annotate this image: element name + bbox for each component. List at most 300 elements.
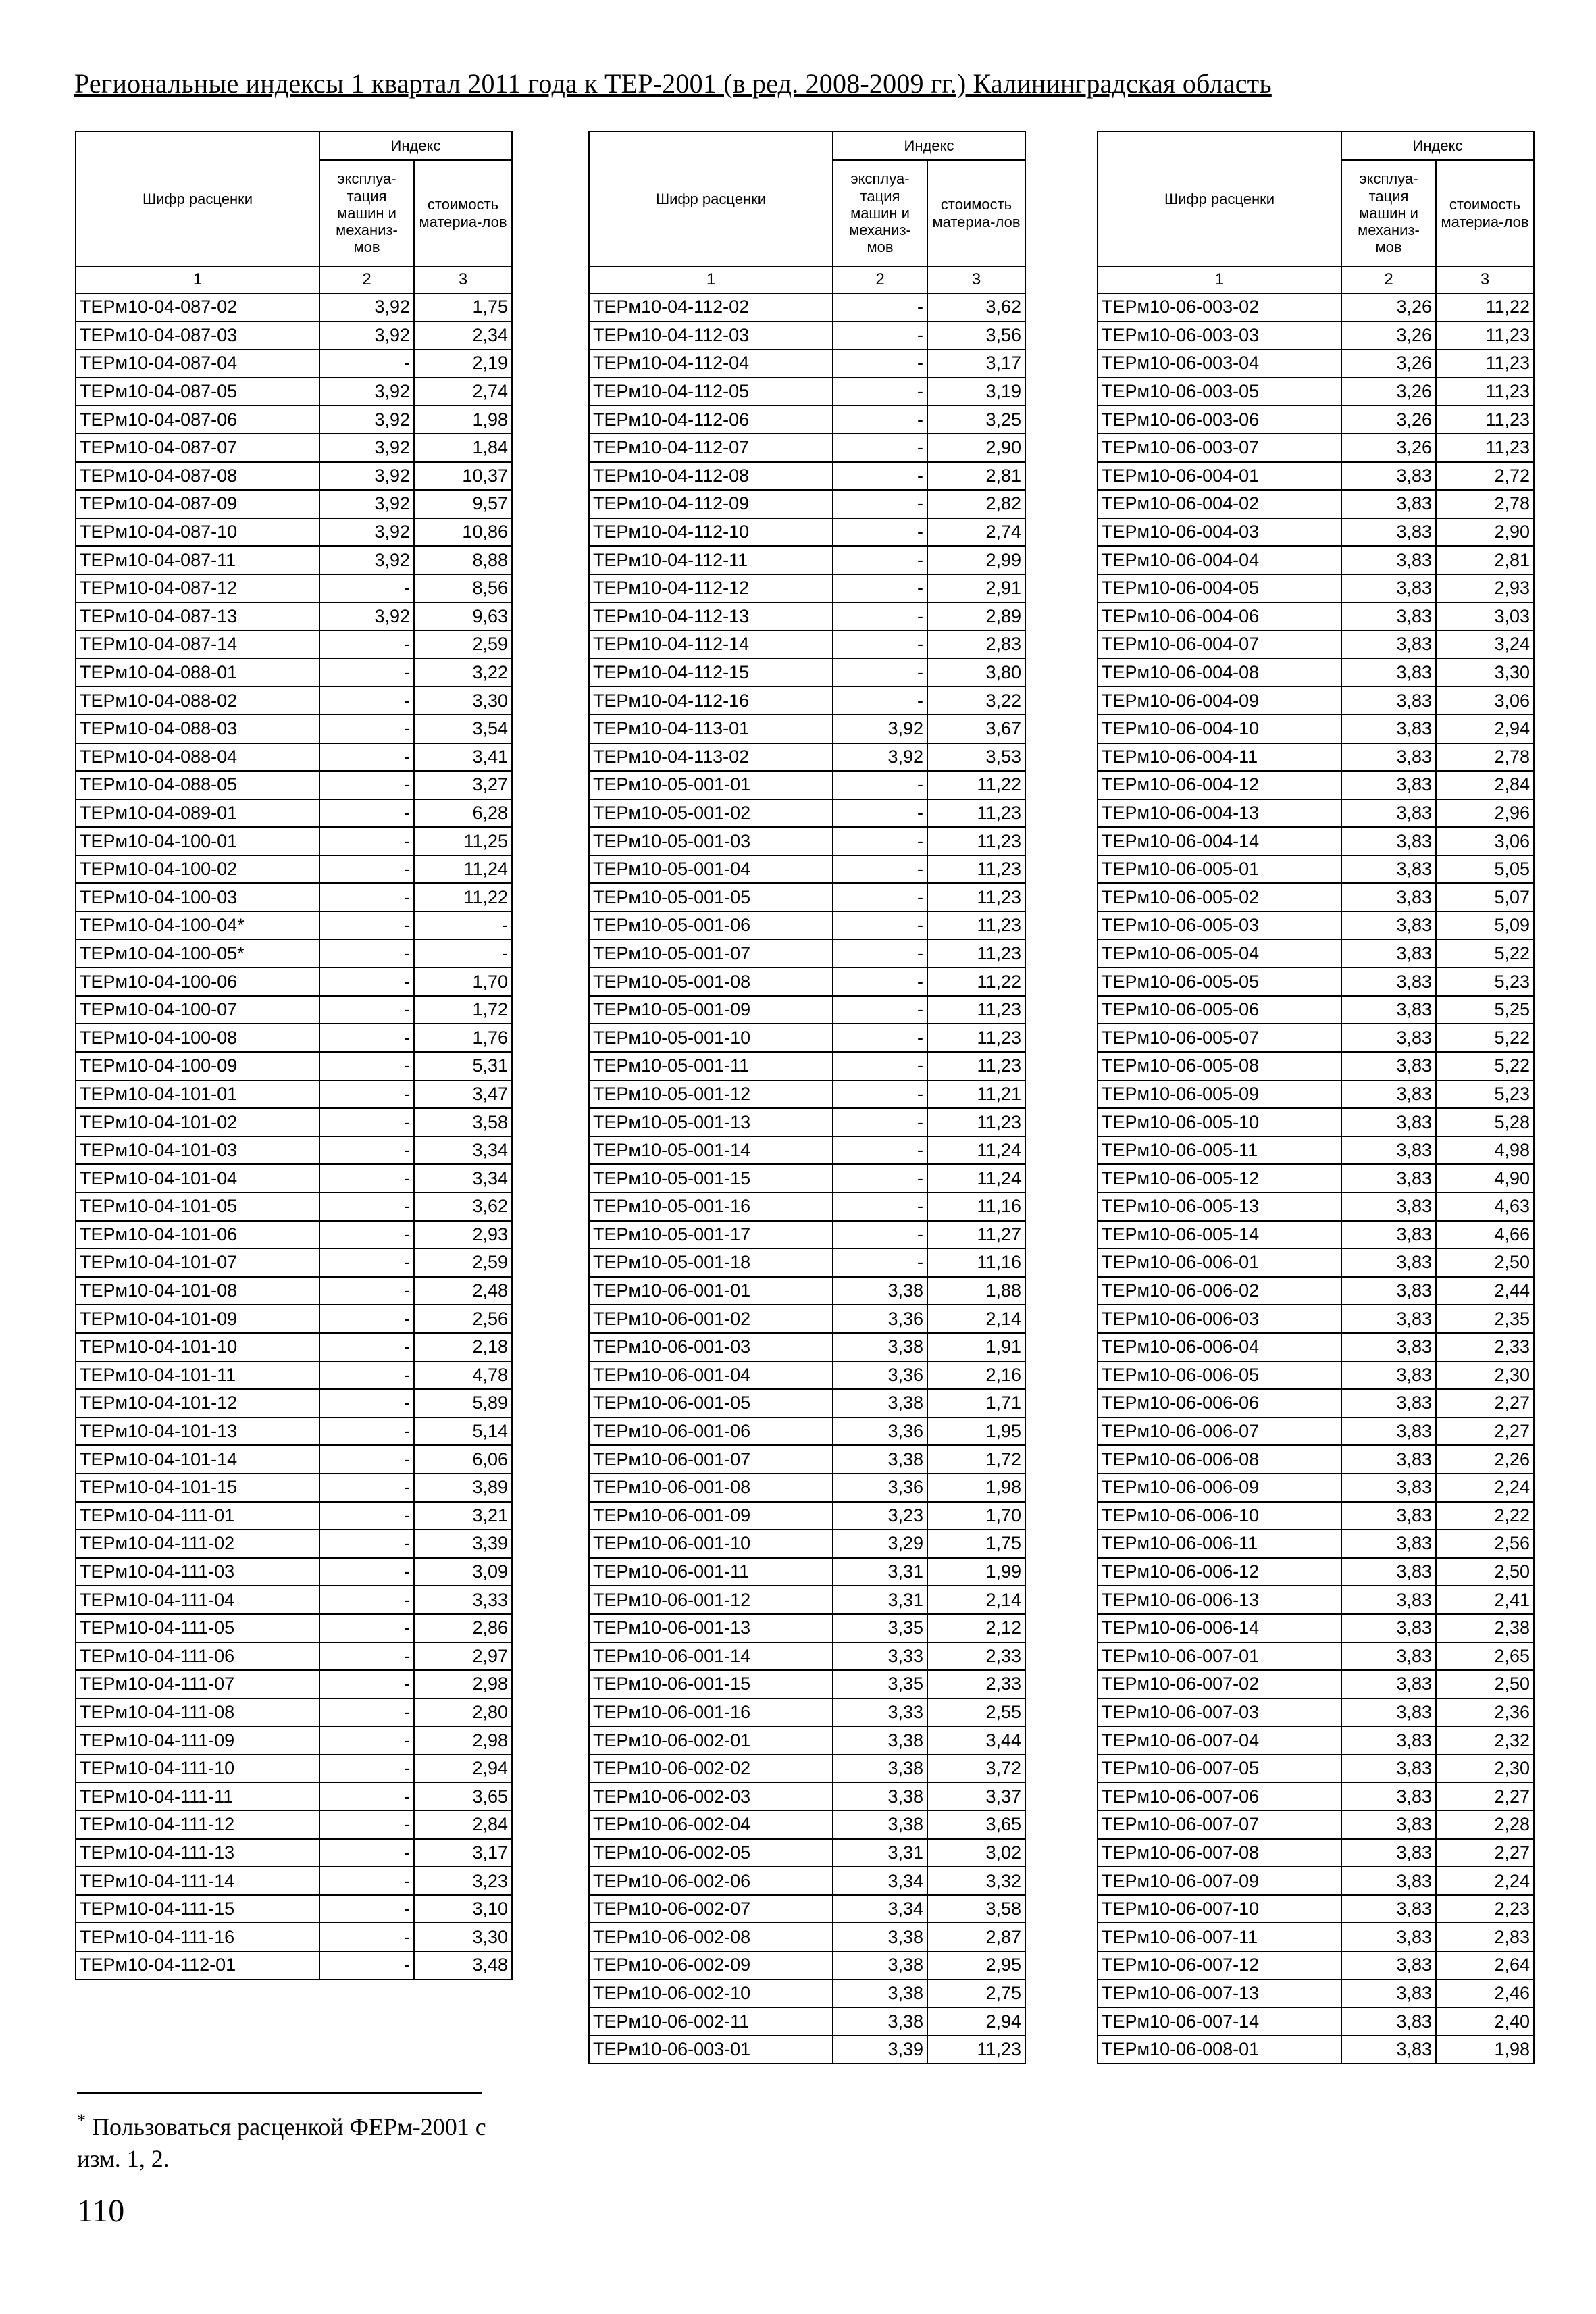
materials-index-cell: 2,84 (414, 1811, 512, 1839)
machines-index-cell: 3,38 (833, 1277, 927, 1305)
table-row (589, 1839, 1025, 1867)
machines-index-cell: - (319, 686, 414, 715)
rate-code-cell: ТЕРм10-04-101-14 (76, 1445, 319, 1474)
materials-index-cell: 3,09 (414, 1558, 512, 1586)
rate-code-cell: ТЕРм10-05-001-07 (589, 940, 833, 968)
machines-index-cell: 3,83 (1341, 490, 1436, 518)
rate-code-cell: ТЕРм10-06-006-06 (1098, 1389, 1341, 1417)
code-column-header: Шифр расценки (76, 132, 319, 266)
machines-index-cell: - (319, 743, 414, 772)
rate-code-cell: ТЕРм10-06-003-04 (1098, 349, 1341, 378)
table-row (76, 659, 512, 687)
machines-index-cell: 3,83 (1341, 827, 1436, 855)
footnote-text: Пользоваться расценкой ФЕРм-2001 с изм. 1, 2. (77, 2113, 486, 2172)
rate-code-cell: ТЕРм10-06-005-06 (1098, 996, 1341, 1024)
table-row (1098, 322, 1534, 350)
table-row (76, 1024, 512, 1052)
table-row (76, 1052, 512, 1080)
materials-index-cell: 2,14 (927, 1586, 1025, 1614)
code-column-header: Шифр расценки (589, 132, 833, 266)
rate-code-cell: ТЕРм10-06-006-10 (1098, 1502, 1341, 1530)
table-row (589, 1614, 1025, 1642)
rate-code-cell: ТЕРм10-06-001-12 (589, 1586, 833, 1614)
materials-index-cell: 2,74 (927, 518, 1025, 547)
materials-index-cell: 1,76 (414, 1024, 512, 1052)
table-row (1098, 349, 1534, 378)
table-row (76, 1811, 512, 1839)
rate-code-cell: ТЕРм10-04-100-02 (76, 855, 319, 884)
machines-index-cell: 3,39 (833, 2036, 927, 2064)
table-row (1098, 434, 1534, 462)
materials-index-cell: 1,95 (927, 1417, 1025, 1446)
table-row (589, 293, 1025, 322)
rate-code-cell: ТЕРм10-06-006-09 (1098, 1474, 1341, 1502)
materials-index-cell: 2,50 (1436, 1670, 1534, 1699)
machines-index-cell: 3,38 (833, 1389, 927, 1417)
rate-code-cell: ТЕРм10-04-087-13 (76, 603, 319, 631)
table-row (76, 322, 512, 350)
machines-index-cell: - (319, 659, 414, 687)
materials-index-cell: 2,40 (1436, 2007, 1534, 2036)
materials-index-cell: 3,56 (927, 322, 1025, 350)
machines-index-cell: 3,83 (1341, 1670, 1436, 1699)
machines-index-cell: 3,38 (833, 1980, 927, 2008)
machines-index-cell: 3,26 (1341, 434, 1436, 462)
index-group-header: Индекс (319, 132, 512, 160)
rate-code-cell: ТЕРм10-06-004-08 (1098, 659, 1341, 687)
rate-code-cell: ТЕРм10-04-112-16 (589, 686, 833, 715)
rate-code-cell: ТЕРм10-05-001-01 (589, 771, 833, 799)
rate-code-cell: ТЕРм10-04-112-07 (589, 434, 833, 462)
materials-index-cell: 2,93 (1436, 574, 1534, 603)
materials-index-cell: 1,98 (1436, 2036, 1534, 2064)
machines-index-cell: - (319, 1502, 414, 1530)
machines-index-cell: 3,34 (833, 1867, 927, 1895)
machines-index-cell: - (319, 1782, 414, 1811)
machines-index-cell: - (833, 434, 927, 462)
table-row (1098, 1389, 1534, 1417)
rate-code-cell: ТЕРм10-06-001-15 (589, 1670, 833, 1699)
rate-code-cell: ТЕРм10-04-087-02 (76, 293, 319, 322)
table-row (76, 1839, 512, 1867)
table-row (76, 603, 512, 631)
materials-index-cell: 2,82 (927, 490, 1025, 518)
materials-index-cell: 3,48 (414, 1951, 512, 1980)
table-row (76, 349, 512, 378)
table-row (1098, 1192, 1534, 1221)
machines-index-cell: 3,35 (833, 1614, 927, 1642)
rate-code-cell: ТЕРм10-06-002-06 (589, 1867, 833, 1895)
table-row (589, 855, 1025, 884)
rate-code-cell: ТЕРм10-04-087-11 (76, 546, 319, 574)
rate-code-cell: ТЕРм10-04-101-13 (76, 1417, 319, 1446)
materials-index-cell: 2,59 (414, 630, 512, 659)
materials-index-cell: 3,62 (414, 1192, 512, 1221)
materials-index-cell: 11,16 (927, 1249, 1025, 1277)
table-row (589, 1164, 1025, 1192)
materials-index-cell: 2,18 (414, 1333, 512, 1361)
materials-index-cell: 11,24 (414, 855, 512, 884)
materials-index-cell: 2,65 (1436, 1642, 1534, 1671)
table-row (76, 378, 512, 406)
table-row (589, 883, 1025, 911)
machines-index-cell: 3,92 (319, 378, 414, 406)
materials-index-cell: 2,94 (414, 1755, 512, 1783)
materials-index-cell: 2,48 (414, 1277, 512, 1305)
materials-index-cell: 11,23 (927, 2036, 1025, 2064)
materials-index-cell: 2,56 (414, 1305, 512, 1333)
rate-code-cell: ТЕРм10-04-111-09 (76, 1726, 319, 1755)
rate-code-cell: ТЕРм10-04-100-08 (76, 1024, 319, 1052)
machines-index-cell: - (319, 1249, 414, 1277)
table-row (76, 1192, 512, 1221)
machines-index-cell: 3,92 (319, 490, 414, 518)
rate-code-cell: ТЕРм10-05-001-09 (589, 996, 833, 1024)
table-row (589, 1895, 1025, 1923)
rate-code-cell: ТЕРм10-06-002-10 (589, 1980, 833, 2008)
table-row (589, 1980, 1025, 2008)
table-row (76, 490, 512, 518)
table-row (589, 940, 1025, 968)
machines-index-cell: - (833, 378, 927, 406)
rate-code-cell: ТЕРм10-05-001-10 (589, 1024, 833, 1052)
machines-index-cell: 3,83 (1341, 1080, 1436, 1109)
rate-code-cell: ТЕРм10-04-087-05 (76, 378, 319, 406)
machines-index-cell: - (833, 405, 927, 434)
table-row (1098, 1980, 1534, 2008)
table-row (1098, 462, 1534, 491)
machines-index-cell: 3,83 (1341, 1389, 1436, 1417)
table-row (589, 1811, 1025, 1839)
machines-index-cell: - (319, 1333, 414, 1361)
materials-index-cell: 11,22 (1436, 293, 1534, 322)
machines-index-cell: 3,83 (1341, 1192, 1436, 1221)
materials-index-cell: 6,06 (414, 1445, 512, 1474)
rate-code-cell: ТЕРм10-04-112-09 (589, 490, 833, 518)
materials-index-cell: 2,86 (414, 1614, 512, 1642)
rate-code-cell: ТЕРм10-06-004-09 (1098, 686, 1341, 715)
materials-index-cell: 2,95 (927, 1951, 1025, 1980)
materials-index-cell: 5,31 (414, 1052, 512, 1080)
materials-index-cell: 4,66 (1436, 1221, 1534, 1249)
rate-code-cell: ТЕРм10-06-005-01 (1098, 855, 1341, 884)
table-row (589, 715, 1025, 743)
machines-index-cell: 3,92 (319, 322, 414, 350)
rate-code-cell: ТЕРм10-04-088-02 (76, 686, 319, 715)
rate-code-cell: ТЕРм10-06-007-11 (1098, 1923, 1341, 1951)
table-row (1098, 1670, 1534, 1699)
table-row (1098, 771, 1534, 799)
rate-code-cell: ТЕРм10-06-003-01 (589, 2036, 833, 2064)
materials-index-cell: 1,70 (414, 967, 512, 996)
table-row (1098, 1277, 1534, 1305)
table-row (589, 1923, 1025, 1951)
table-row (589, 967, 1025, 996)
machines-index-cell: 3,83 (1341, 771, 1436, 799)
table-row (76, 1136, 512, 1165)
machines-index-cell: 3,83 (1341, 1024, 1436, 1052)
machines-index-cell: 3,36 (833, 1305, 927, 1333)
rate-code-cell: ТЕРм10-06-004-03 (1098, 518, 1341, 547)
table-row (589, 1221, 1025, 1249)
machines-index-cell: 3,38 (833, 1782, 927, 1811)
materials-index-cell: 1,98 (927, 1474, 1025, 1502)
machines-index-cell: - (319, 911, 414, 940)
rate-code-cell: ТЕРм10-05-001-05 (589, 883, 833, 911)
materials-index-cell: 11,22 (927, 967, 1025, 996)
table-row (1098, 1867, 1534, 1895)
table-row (76, 1445, 512, 1474)
rate-code-cell: ТЕРм10-06-004-13 (1098, 799, 1341, 828)
table-row (76, 1614, 512, 1642)
rate-code-cell: ТЕРм10-06-002-04 (589, 1811, 833, 1839)
table-row (76, 1474, 512, 1502)
materials-column-header: стоимость материа-лов (414, 160, 512, 266)
rate-code-cell: ТЕРм10-04-087-04 (76, 349, 319, 378)
materials-index-cell: 3,65 (414, 1782, 512, 1811)
materials-index-cell: 2,36 (1436, 1699, 1534, 1727)
machines-index-cell: - (833, 630, 927, 659)
rate-code-cell: ТЕРм10-06-003-05 (1098, 378, 1341, 406)
table-row (76, 405, 512, 434)
rate-code-cell: ТЕРм10-04-111-08 (76, 1699, 319, 1727)
materials-index-cell: 11,23 (927, 883, 1025, 911)
machines-index-cell: - (833, 967, 927, 996)
table-row (1098, 574, 1534, 603)
materials-index-cell: 2,80 (414, 1699, 512, 1727)
machines-index-cell: 3,36 (833, 1361, 927, 1390)
materials-column-header: стоимость материа-лов (927, 160, 1025, 266)
table-row (76, 827, 512, 855)
table-row (1098, 1839, 1534, 1867)
table-row (76, 1642, 512, 1671)
machines-index-cell: 3,83 (1341, 940, 1436, 968)
machines-index-cell: 3,83 (1341, 1782, 1436, 1811)
table-row (589, 1024, 1025, 1052)
table-row (1098, 1445, 1534, 1474)
rate-code-cell: ТЕРм10-05-001-14 (589, 1136, 833, 1165)
machines-index-cell: - (319, 1867, 414, 1895)
rate-code-cell: ТЕРм10-06-005-11 (1098, 1136, 1341, 1165)
machines-index-cell: - (833, 827, 927, 855)
machines-index-cell: - (319, 630, 414, 659)
rate-code-cell: ТЕРм10-06-002-08 (589, 1923, 833, 1951)
machines-index-cell: 3,92 (319, 518, 414, 547)
materials-index-cell: 2,44 (1436, 1277, 1534, 1305)
machines-index-cell: 3,83 (1341, 1277, 1436, 1305)
rate-code-cell: ТЕРм10-04-100-06 (76, 967, 319, 996)
table-row (589, 1249, 1025, 1277)
column-number: 2 (319, 266, 414, 293)
rate-code-cell: ТЕРм10-05-001-16 (589, 1192, 833, 1221)
materials-index-cell: 3,30 (414, 686, 512, 715)
rate-code-cell: ТЕРм10-06-007-09 (1098, 1867, 1341, 1895)
materials-index-cell: 11,22 (414, 883, 512, 911)
rate-code-cell: ТЕРм10-04-111-10 (76, 1755, 319, 1783)
machines-index-cell: - (319, 1895, 414, 1923)
materials-index-cell: 3,03 (1436, 603, 1534, 631)
rate-code-cell: ТЕРм10-04-100-01 (76, 827, 319, 855)
materials-index-cell: 2,23 (1436, 1895, 1534, 1923)
table-row (1098, 911, 1534, 940)
machines-index-cell: - (319, 1951, 414, 1980)
materials-index-cell: 3,27 (414, 771, 512, 799)
machines-index-cell: 3,92 (833, 743, 927, 772)
materials-index-cell: 11,23 (927, 911, 1025, 940)
rate-code-cell: ТЕРм10-06-001-05 (589, 1389, 833, 1417)
materials-index-cell: 2,27 (1436, 1417, 1534, 1446)
machines-index-cell: - (319, 1699, 414, 1727)
rate-code-cell: ТЕРм10-04-112-10 (589, 518, 833, 547)
table-row (1098, 2007, 1534, 2036)
table-row (589, 405, 1025, 434)
table-row (76, 771, 512, 799)
materials-index-cell: 3,33 (414, 1586, 512, 1614)
machines-index-cell: - (319, 1614, 414, 1642)
table-row (76, 911, 512, 940)
rate-code-cell: ТЕРм10-04-101-03 (76, 1136, 319, 1165)
materials-index-cell: 11,23 (927, 996, 1025, 1024)
machines-index-cell: - (833, 490, 927, 518)
table-row (589, 1474, 1025, 1502)
materials-index-cell: 3,47 (414, 1080, 512, 1109)
index-group-header: Индекс (833, 132, 1025, 160)
table-row (76, 883, 512, 911)
rate-code-cell: ТЕРм10-06-007-13 (1098, 1980, 1341, 2008)
materials-index-cell: 2,46 (1436, 1980, 1534, 2008)
rate-code-cell: ТЕРм10-06-001-02 (589, 1305, 833, 1333)
table-row (1098, 883, 1534, 911)
machines-index-cell: 3,83 (1341, 855, 1436, 884)
rate-code-cell: ТЕРм10-04-111-02 (76, 1530, 319, 1558)
machines-index-cell: - (833, 686, 927, 715)
rate-code-cell: ТЕРм10-06-004-12 (1098, 771, 1341, 799)
materials-index-cell: 2,74 (414, 378, 512, 406)
rate-code-cell: ТЕРм10-04-087-12 (76, 574, 319, 603)
table-row (589, 743, 1025, 772)
table-row (1098, 1530, 1534, 1558)
machines-index-cell: 3,31 (833, 1586, 927, 1614)
footnote-marker: * (77, 2111, 86, 2130)
table-row (589, 630, 1025, 659)
machines-index-cell: - (833, 1136, 927, 1165)
machines-index-cell: 3,92 (319, 434, 414, 462)
materials-index-cell: 2,30 (1436, 1755, 1534, 1783)
table-row (76, 1670, 512, 1699)
table-row (589, 827, 1025, 855)
price-index-table-2 (588, 131, 1026, 2064)
rate-code-cell: ТЕРм10-06-005-08 (1098, 1052, 1341, 1080)
price-index-table-1 (75, 131, 513, 1980)
table-row (1098, 1502, 1534, 1530)
materials-index-cell: 2,27 (1436, 1839, 1534, 1867)
machines-index-cell: - (319, 1726, 414, 1755)
column-number: 3 (1436, 266, 1534, 293)
machines-index-cell: - (833, 462, 927, 491)
rate-code-cell: ТЕРм10-06-002-09 (589, 1951, 833, 1980)
materials-index-cell: 3,62 (927, 293, 1025, 322)
materials-index-cell: 2,56 (1436, 1530, 1534, 1558)
materials-index-cell: 2,98 (414, 1670, 512, 1699)
materials-index-cell: 5,23 (1436, 1080, 1534, 1109)
machines-index-cell: 3,83 (1341, 1530, 1436, 1558)
materials-index-cell: 2,90 (927, 434, 1025, 462)
materials-index-cell: 2,90 (1436, 518, 1534, 547)
materials-index-cell: 2,41 (1436, 1586, 1534, 1614)
materials-index-cell: 2,72 (1436, 462, 1534, 491)
materials-index-cell: 3,30 (414, 1923, 512, 1951)
materials-index-cell: 5,07 (1436, 883, 1534, 911)
rate-code-cell: ТЕРм10-04-112-13 (589, 603, 833, 631)
table-row (1098, 1305, 1534, 1333)
machines-index-cell: - (833, 546, 927, 574)
rate-code-cell: ТЕРм10-04-112-08 (589, 462, 833, 491)
machines-column-header: эксплуа-тация машин и механиз-мов (1341, 160, 1436, 266)
machines-index-cell: 3,92 (319, 603, 414, 631)
rate-code-cell: ТЕРм10-05-001-18 (589, 1249, 833, 1277)
table-row (589, 490, 1025, 518)
table-row (589, 349, 1025, 378)
machines-index-cell: - (833, 996, 927, 1024)
table-row (76, 686, 512, 715)
table-row (589, 1192, 1025, 1221)
table-row (76, 1951, 512, 1980)
machines-index-cell: - (319, 883, 414, 911)
rate-code-cell: ТЕРм10-06-004-05 (1098, 574, 1341, 603)
machines-index-cell: - (319, 1080, 414, 1109)
machines-index-cell: - (319, 1839, 414, 1867)
table-row (1098, 1755, 1534, 1783)
table-row (76, 462, 512, 491)
materials-index-cell: 10,37 (414, 462, 512, 491)
rate-code-cell: ТЕРм10-06-003-07 (1098, 434, 1341, 462)
machines-index-cell: 3,83 (1341, 1417, 1436, 1446)
materials-index-cell: 3,25 (927, 405, 1025, 434)
table-row (589, 1305, 1025, 1333)
machines-index-cell: - (319, 1108, 414, 1136)
rate-code-cell: ТЕРм10-04-087-06 (76, 405, 319, 434)
rate-code-cell: ТЕРм10-06-005-10 (1098, 1108, 1341, 1136)
materials-index-cell: 2,91 (927, 574, 1025, 603)
table-row (589, 1052, 1025, 1080)
table-row (76, 855, 512, 884)
machines-index-cell: 3,83 (1341, 799, 1436, 828)
rate-code-cell: ТЕРм10-06-005-07 (1098, 1024, 1341, 1052)
rate-code-cell: ТЕРм10-06-001-14 (589, 1642, 833, 1671)
materials-index-cell: 11,23 (927, 799, 1025, 828)
machines-index-cell: 3,38 (833, 1755, 927, 1783)
machines-index-cell: 3,38 (833, 2007, 927, 2036)
table-row (589, 1108, 1025, 1136)
materials-index-cell: 2,94 (1436, 715, 1534, 743)
materials-index-cell: 2,32 (1436, 1726, 1534, 1755)
materials-index-cell: 11,23 (927, 940, 1025, 968)
machines-index-cell: 3,83 (1341, 996, 1436, 1024)
table-row (76, 630, 512, 659)
rate-code-cell: ТЕРм10-05-001-02 (589, 799, 833, 828)
rate-code-cell: ТЕРм10-04-087-10 (76, 518, 319, 547)
machines-index-cell: - (319, 771, 414, 799)
machines-index-cell: 3,26 (1341, 322, 1436, 350)
table-row (589, 1951, 1025, 1980)
rate-code-cell: ТЕРм10-06-001-16 (589, 1699, 833, 1727)
rate-code-cell: ТЕРм10-06-001-06 (589, 1417, 833, 1446)
materials-index-cell: 2,83 (927, 630, 1025, 659)
machines-index-cell: - (833, 911, 927, 940)
rate-code-cell: ТЕРм10-06-007-05 (1098, 1755, 1341, 1783)
machines-index-cell: 3,92 (319, 405, 414, 434)
rate-code-cell: ТЕРм10-04-112-14 (589, 630, 833, 659)
